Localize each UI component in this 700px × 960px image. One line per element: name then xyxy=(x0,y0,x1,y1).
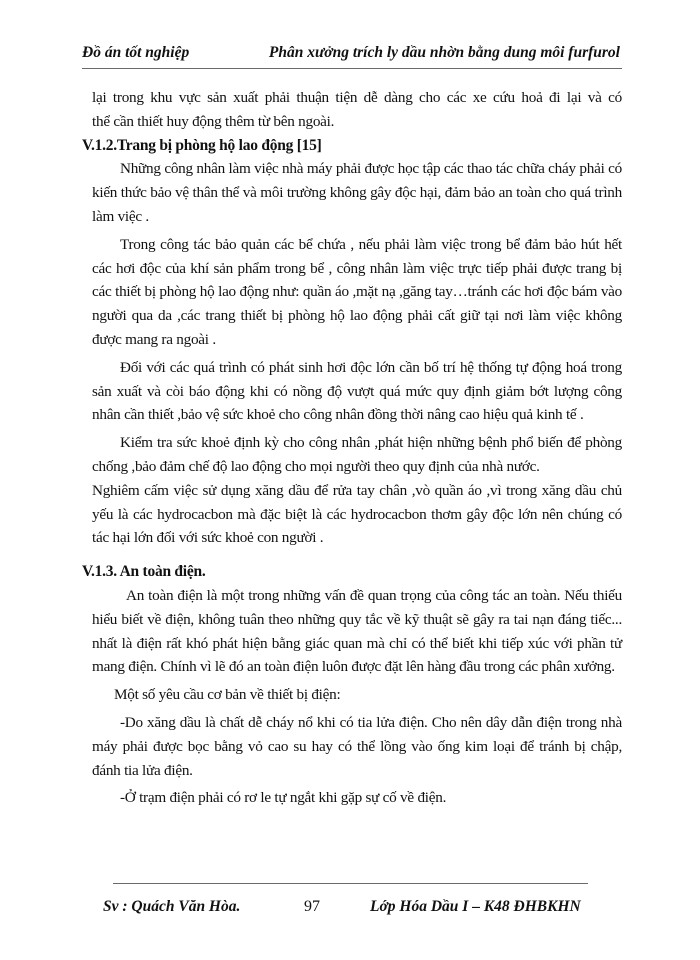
page-header xyxy=(82,44,622,69)
paragraph: Những công nhân làm việc nhà máy phải được học tập các thao tác chữa cháy phải có kiến thức bảo vệ thân thể và môi trường không gây độc hại, đảm bảo an toàn cho quá trình làm việc . xyxy=(92,160,622,225)
paragraph: Một số yêu cầu cơ bản về thiết bị điện: xyxy=(114,686,341,704)
section-heading: V.1.2.Trang bị phòng hộ lao động [15] xyxy=(82,136,322,154)
header-right-title: Phân xưởng trích ly dầu nhờn bằng dung môi furfurol xyxy=(268,44,620,61)
paragraph: -Do xăng dầu là chất dễ cháy nổ khi có tia lửa điện. Cho nên dây dẫn điện trong nhà máy phải được bọc bằng vỏ cao su hay có thể lồng vào ống kim loại để tránh bị chập, đánh tia lửa điện. xyxy=(92,713,622,779)
header-left-title: Đồ án tốt nghiệp xyxy=(82,44,190,61)
page-number: 97 xyxy=(304,898,320,915)
paragraph: An toàn điện là một trong những vấn đề quan trọng của công tác an toàn. Nếu thiếu hiểu biết về điện, không tuân theo những quy tắc về kỹ thuật sẽ gây ra tai nạn đáng tiếc... nhất là điện rất khó phát hiện bằng giác quan mà chỉ có thể biết khi tiếp xúc với phần tử mang điện. Chính vì lẽ đó an toàn điện luôn được đặt lên hàng đầu trong các phân xưởng. xyxy=(92,586,622,676)
footer-class: Lớp Hóa Dầu I – K48 ĐHBKHN xyxy=(370,898,581,915)
paragraph: Nghiêm cấm việc sử dụng xăng dầu để rửa tay chân ,vò quần áo ,vì trong xăng dầu chủ yếu là các hydrocacbon mà đặc biệt là các hydrocacbon thơm gây độc lớn nên chúng có tác hại lớn đối với sức khoẻ con người . xyxy=(92,481,622,547)
paragraph: Kiểm tra sức khoẻ định kỳ cho công nhân ,phát hiện những bệnh phổ biến để phòng chống ,bảo đảm chế độ lao động cho mọi người theo quy định của nhà nước. xyxy=(92,434,622,475)
paragraph: Trong công tác bảo quản các bể chứa , nếu phải làm việc trong bể đảm bảo hút hết các hơi độc của khí sản phẩm trong bể , công nhân làm việc trực tiếp phải được trang bị các thiết bị phòng hộ lao động như: quần áo ,mặt nạ ,găng tay…tránh các hơi độc bám vào người qua da ,các trang thiết bị phòng hộ lao động phải cất giữ tại nơi làm việc không được mang ra ngoài . xyxy=(92,235,622,348)
section-heading: V.1.3. An toàn điện. xyxy=(82,563,206,581)
paragraph: thể cần thiết huy động thêm từ bên ngoài. xyxy=(92,112,335,130)
paragraph: -Ở trạm điện phải có rơ le tự ngắt khi gặp sự cố về điện. xyxy=(120,789,447,807)
document-body xyxy=(82,86,622,810)
paragraph: Đối với các quá trình có phát sinh hơi độc lớn cần bố trí hệ thống tự động hoá trong sản xuất và còi báo động khi có nồng độ vượt quá mức quy định giảm bớt lượng công nhân cần thiết ,bảo vệ sức khoẻ cho công nhân đồng thời nâng cao hiệu quả kinh tế . xyxy=(92,358,622,424)
paragraph: lại trong khu vực sản xuất phải thuận tiện dễ dàng cho các xe cứu hoả đi lại và có xyxy=(92,89,622,106)
footer-author: Sv : Quách Văn Hòa. xyxy=(103,898,241,915)
footer-divider xyxy=(113,883,588,884)
